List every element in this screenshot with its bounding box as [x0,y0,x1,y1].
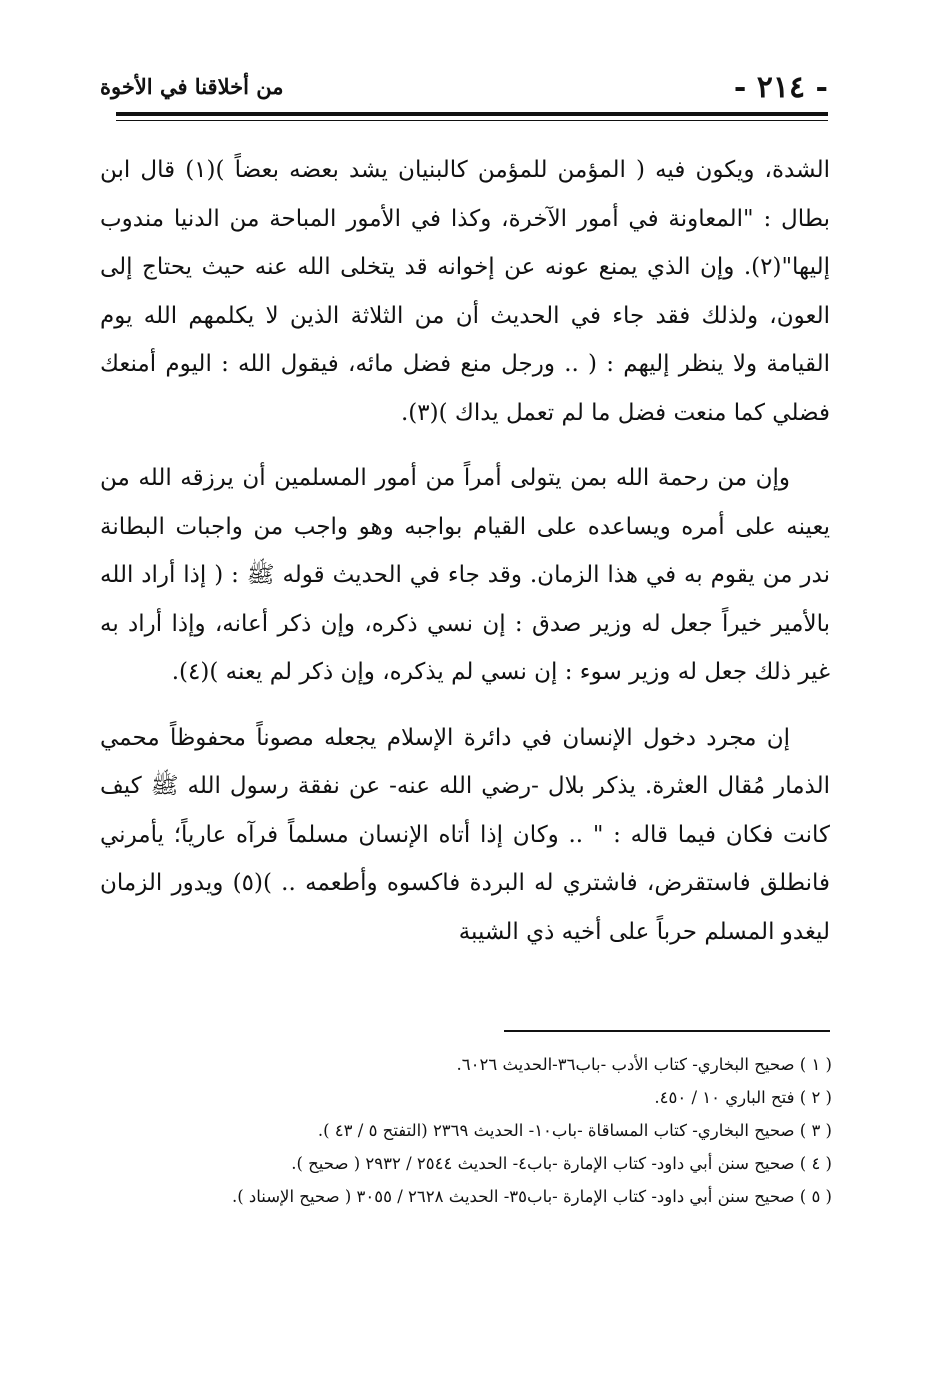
footnote: ( ٢ ) فتح الباري ١٠ / ٤٥٠. [654,1088,832,1107]
paragraph: إن مجرد دخول الإنسان في دائرة الإسلام يجعله مصوناً محفوظاً محمي الذمار مُقال العثرة. يذكر بلال -رضي الله عنه- عن نفقة رسول الله ﷺ كيف كانت فكان فيما قاله : " .. وكان إذا أتاه الإنسان مسلماً فرآه عارياً؛ يأمرني فانطلق فاستقرض، فاشتري له البردة فاكسوه وأطعمه .. )(٥) ويدور الزمان ليغدو المسلم حرباً على أخيه ذي الشيبة [100,724,830,945]
footnote: ( ٤ ) صحيح سنن أبي داود- كتاب الإمارة -باب٤- الحديث ٢٥٤٤ / ٢٩٣٢ ( صحيح ). [291,1154,832,1173]
page-number: - ٢١٤ - [733,70,828,105]
footnote: ( ٥ ) صحيح سنن أبي داود- كتاب الإمارة -باب٣٥- الحديث ٢٦٢٨ / ٣٠٥٥ ( صحيح الإسناد ). [231,1187,832,1206]
header-rule-thick [116,112,828,116]
main-text [100,146,830,973]
footnote: ( ١ ) صحيح البخاري- كتاب الأدب -باب٣٦-الحديث ٦٠٢٦. [456,1055,832,1074]
page-header [100,66,828,106]
footnote-separator [504,1030,830,1032]
footnote: ( ٣ ) صحيح البخاري- كتاب المساقاة -باب١٠- الحديث ٢٣٦٩ (التفتح ٥ / ٤٣ ). [317,1121,832,1140]
header-rule-thin [116,120,828,121]
paragraph: الشدة، ويكون فيه ( المؤمن للمؤمن كالبنيان يشد بعضه بعضاً )(١) قال ابن بطال : "المعاونة في أمور الآخرة، وكذا في الأمور المباحة من الدنيا مندوب إليها"(٢). وإن الذي يمنع عونه عن إخوانه قد يتخلى الله عنه حيث يحتاج إلى العون، ولذلك فقد جاء في الحديث أن من الثلاثة الذين لا يكلمهم الله يوم القيامة ولا ينظر إليهم : ( .. ورجل منع فضل مائه، فيقول الله : اليوم أمنعك فضلي كما منعت فضل ما لم تعمل يداك )(٣). [100,157,830,426]
running-title: من أخلاقنا في الأخوة [100,74,284,99]
paragraph: وإن من رحمة الله بمن يتولى أمراً من أمور المسلمين أن يرزقه الله من يعينه على أمره ويساعده على القيام بواجبه وهو واجب من واجبات البطانة ندر من يقوم به في هذا الزمان. وقد جاء في الحديث قوله ﷺ : ( إذا أراد الله بالأمير خيراً جعل له وزير صدق : إن نسي ذكره، وإن ذكر أعانه، وإذا أراد به غير ذلك جعل له وزير سوء : إن نسي لم يذكره، وإن ذكر لم يعنه )(٤). [100,465,830,685]
footnotes [116,1048,832,1213]
